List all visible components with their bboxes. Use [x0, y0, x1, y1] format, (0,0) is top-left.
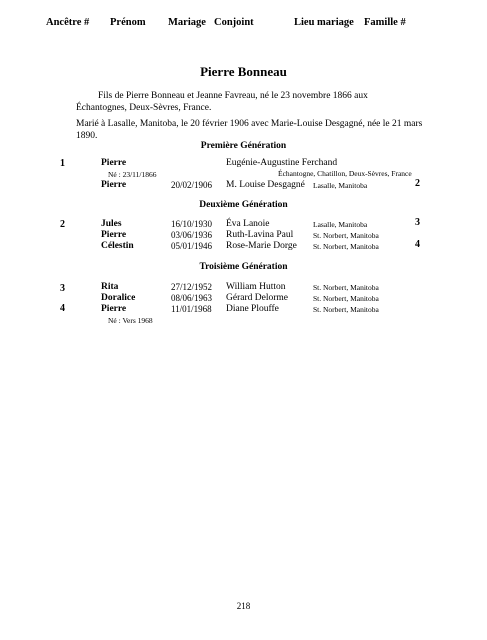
- gen3-place: St. Norbert, Manitoba: [313, 305, 379, 314]
- gen2-spouse: Rose-Marie Dorge: [226, 241, 297, 251]
- gen2-place: St. Norbert, Manitoba: [313, 231, 379, 240]
- header-ancestor: Ancêtre #: [46, 17, 90, 28]
- gen3-place: St. Norbert, Manitoba: [313, 294, 379, 303]
- gen3-date: 11/01/1968: [171, 304, 212, 314]
- gen3-spouse: William Hutton: [226, 282, 286, 292]
- gen3-spouse: Gérard Delorme: [226, 293, 288, 303]
- page-number: 218: [236, 601, 251, 611]
- gen1-place-1: Échantogne, Chatillon, Deux-Sèvres, France: [278, 169, 412, 178]
- ancestor-number-2: 2: [60, 219, 65, 230]
- gen2-spouse: Ruth-Lavina Paul: [226, 230, 294, 240]
- header-first-name: Prénom: [110, 17, 146, 28]
- gen2-place: Lasalle, Manitoba: [313, 220, 368, 229]
- gen3-place: St. Norbert, Manitoba: [313, 283, 379, 292]
- gen2-name: Pierre: [101, 230, 127, 240]
- ancestor-number-4: 4: [60, 303, 65, 314]
- gen1-place-2: Lasalle, Manitoba: [313, 181, 368, 190]
- gen3-name: Pierre: [101, 304, 127, 314]
- gen1-spouse-1: Eugénie-Augustine Ferchand: [226, 158, 338, 168]
- ancestor-number-3: 3: [60, 283, 65, 294]
- gen2-date: 16/10/1930: [171, 219, 213, 229]
- page-title: Pierre Bonneau: [200, 64, 287, 79]
- header-marriage: Mariage: [168, 17, 206, 28]
- gen3-spouse: Diane Plouffe: [226, 304, 279, 314]
- gen3-name: Doralice: [101, 293, 136, 303]
- intro-marriage: Marié à Lasalle, Manitoba, le 20 février 1906 avec Marie-Louise Desgagné, née le 21 mars 1890.: [76, 119, 423, 141]
- generation-3-title: Troisième Génération: [199, 262, 288, 272]
- intro-parents: Fils de Pierre Bonneau et Jeanne Favreau, né le 23 novembre 1866 aux Échantognes, Deux-Sèvres, France.: [76, 91, 368, 113]
- header-place: Lieu mariage: [294, 17, 354, 28]
- gen1-name-2: Pierre: [101, 180, 127, 190]
- gen2-date: 05/01/1946: [171, 241, 213, 251]
- gen1-born: Né : 23/11/1866: [108, 170, 157, 179]
- gen1-family-2: 2: [415, 178, 420, 189]
- gen3-name: Rita: [101, 282, 119, 292]
- header-family: Famille #: [364, 17, 406, 28]
- gen2-date: 03/06/1936: [171, 230, 213, 240]
- generation-1-title: Première Génération: [200, 141, 287, 151]
- gen2-place: St. Norbert, Manitoba: [313, 242, 379, 251]
- gen3-born: Né : Vers 1968: [108, 316, 153, 325]
- gen1-name-1: Pierre: [101, 158, 127, 168]
- gen2-spouse: Éva Lanoie: [226, 219, 270, 229]
- gen1-date-2: 20/02/1906: [171, 180, 213, 190]
- gen2-name: Célestin: [101, 241, 134, 251]
- generation-2-title: Deuxième Génération: [199, 200, 288, 210]
- header-spouse: Conjoint: [214, 17, 254, 28]
- gen2-family: 4: [415, 239, 420, 250]
- gen2-name: Jules: [101, 219, 122, 229]
- gen3-date: 08/06/1963: [171, 293, 213, 303]
- gen1-spouse-2: M. Louise Desgagné: [226, 180, 305, 190]
- gen3-date: 27/12/1952: [171, 282, 213, 292]
- ancestor-number-1: 1: [60, 158, 65, 169]
- gen2-family: 3: [415, 217, 420, 228]
